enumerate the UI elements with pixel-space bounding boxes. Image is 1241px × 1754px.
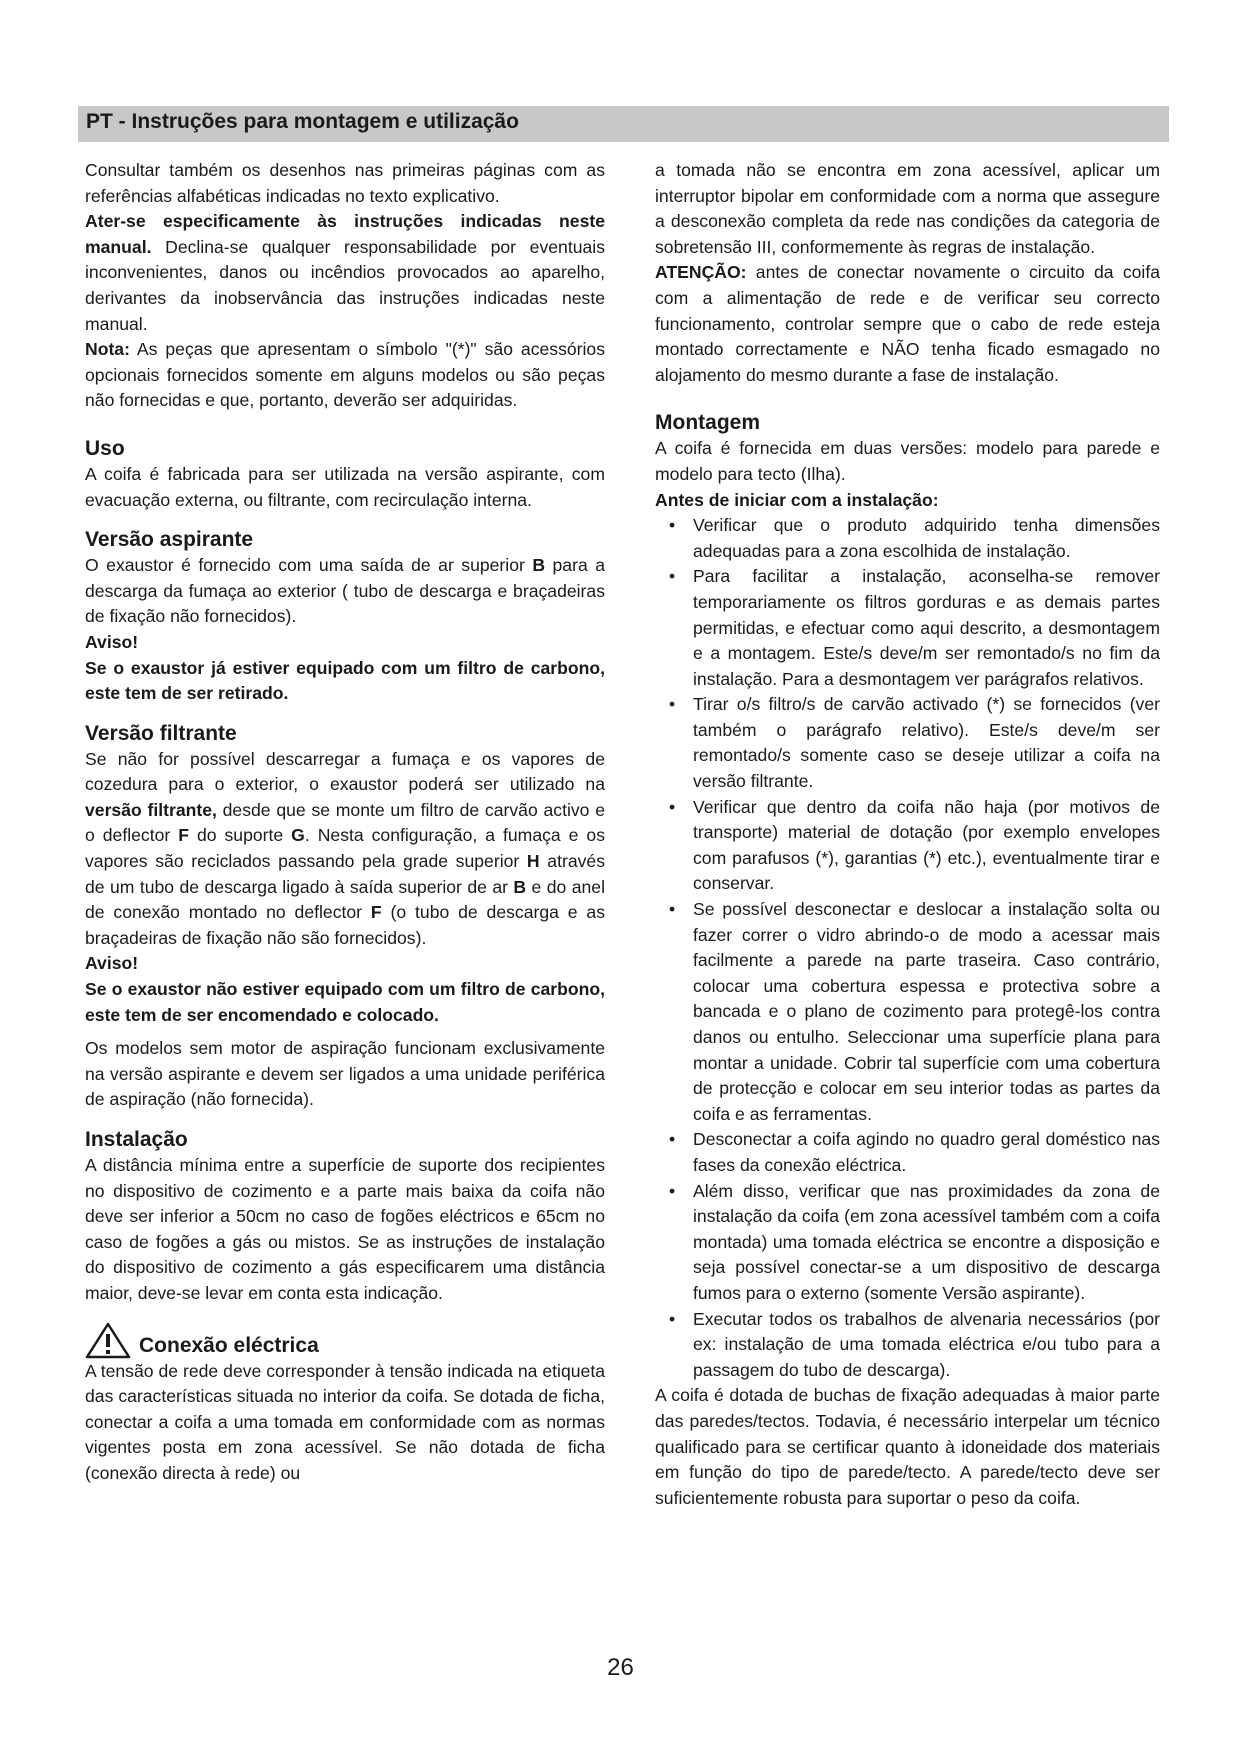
intro-bold: Ater-se especificamente às instruções indicadas neste manual.: [85, 211, 605, 257]
aviso-text-1: Se o exaustor já estiver equipado com um filtro de carbono, este tem de ser retirado.: [85, 657, 605, 704]
filtrante-text-6: e do anel de conexão montado no deflector: [85, 876, 605, 923]
list-item: [655, 1307, 1160, 1384]
ref-b-2: B: [513, 876, 527, 897]
atencao-paragraph: [655, 260, 1160, 388]
list-item: [655, 1127, 1160, 1178]
bullet-icon: •: [669, 1129, 676, 1150]
warning-icon: [85, 1321, 131, 1359]
filtrante-text-7: (o tubo de descarga e as braçadeiras de fixação não são fornecidos).: [85, 902, 606, 948]
list-item-text: Tirar o/s filtro/s de carvão activado (*) se fornecidos (ver também o parágrafo relativo). Este/s deve/m ser remontado/s somente caso se deseje utilizar a coifa na versão filtrante.: [693, 694, 1160, 792]
filtrante-text-3: do suporte: [188, 825, 292, 846]
bullet-icon: •: [669, 566, 676, 587]
conexao-heading: Conexão eléctrica: [139, 1333, 319, 1357]
list-item: [655, 795, 1160, 897]
ref-f: F: [178, 825, 189, 846]
aspirante-text-2: para a descarga da fumaça ao exterior ( tubo de descarga e braçadeiras de fixação não fornecidos).: [85, 555, 605, 627]
list-item-text: Desconectar a coifa agindo no quadro geral doméstico nas fases da conexão eléctrica.: [693, 1129, 1160, 1175]
bullet-icon: •: [669, 899, 676, 920]
filtrante-paragraph: [85, 747, 605, 952]
montagem-heading: Montagem: [655, 411, 760, 435]
filtrante-text-2: desde que se monte um filtro de carvão activo e o deflector: [85, 799, 605, 846]
left-column: [85, 158, 605, 1487]
atencao-text: antes de conectar novamente o circuito da coifa com a alimentação de rede e de verificar seu correcto funcionamento, controlar sempre que o cabo de rede esteja montado correctamente e NÃO tenha ficado esmagado no alojamento do mesmo durante a fase de instalação.: [655, 262, 1160, 385]
list-item-text: Se possível desconectar e deslocar a instalação solta ou fazer correr o vidro abrindo-o de modo a acessar mais facilmente a parede na parte traseira. Caso contrário, colocar uma cobertura espessa e protectiva sobre a bancada e o plano de cozimento para protegê-los contra danos ou entulho. Seleccionar uma superfície plana para montar a unidade. Cobrir tal superfície com uma cobertura de protecção e colocar em seu interior todas as partes da coifa e as ferramentas.: [693, 899, 1160, 1124]
ref-b: B: [532, 555, 546, 576]
aspirante-heading: Versão aspirante: [85, 528, 254, 552]
aspirante-paragraph: [85, 553, 605, 630]
uso-heading: Uso: [85, 436, 125, 460]
bullet-icon: •: [669, 515, 676, 536]
list-item-text: Além disso, verificar que nas proximidades da zona de instalação da coifa (em zona acessível também com a coifa montada) uma tomada eléctrica se encontre a disposição e seja possível conectar-se a um dispositivo de descarga fumos para o externo (somente Versão aspirante).: [693, 1180, 1160, 1303]
nota-label: Nota:: [85, 339, 130, 360]
right-column: [655, 158, 1160, 1511]
list-item-text: Para facilitar a instalação, aconselha-se remover temporariamente os filtros gorduras e as demais partes permitidas, e efectuar como aqui descrito, a desmontagem e a montagem. Este/s deve/m ser remontado/s no fim da instalação. Para a desmontagem ver parágrafos relativos.: [693, 566, 1160, 689]
intro-text: Consultar também os desenhos nas primeiras páginas com as referências alfabéticas indicadas no texto explicativo.: [85, 160, 605, 206]
intro-rest: Declina-se qualquer responsabilidade por eventuais inconvenientes, danos ou incêndios provocados ao aparelho, derivantes da inobservância das instruções indicadas neste manual.: [85, 236, 605, 334]
uso-paragraph: A coifa é fabricada para ser utilizada na versão aspirante, com evacuação externa, ou filtrante, com recirculação interna.: [85, 463, 605, 510]
aviso-label-1: Aviso!: [85, 631, 139, 652]
nota-text: As peças que apresentam o símbolo "(*)" são acessórios opcionais fornecidos somente em alguns modelos ou são peças não fornecidas e que, portanto, deverão ser adquiridas.: [85, 339, 605, 411]
list-item-text: Executar todos os trabalhos de alvenaria necessários (por ex: instalação de uma tomada eléctrica e/ou tubo para a passagem do tubo de descarga).: [693, 1308, 1160, 1380]
ref-h: H: [526, 851, 540, 872]
filtrante-text-5: através de um tubo de descarga ligado à saída superior de ar: [85, 851, 605, 897]
list-item-text: Verificar que o produto adquirido tenha dimensões adequadas para a zona escolhida de instalação.: [693, 515, 1160, 561]
filtrante-heading: Versão filtrante: [85, 721, 237, 745]
antes-label: Antes de iniciar com a instalação:: [655, 489, 939, 510]
list-item: [655, 513, 1160, 564]
final-paragraph: A coifa é dotada de buchas de fixação adequadas à maior parte das paredes/tectos. Todavia, é necessário interpelar um técnico qualificado para se certificar quanto à idoneidade dos materiais em função do tipo de parede/tecto. A parede/tecto deve ser suficientemente robusta para suportar o peso da coifa.: [655, 1385, 1160, 1508]
nota-paragraph: [85, 337, 605, 414]
conexao-heading-row: [85, 1321, 605, 1359]
bullet-icon: •: [669, 796, 676, 817]
list-item-text: Verificar que dentro da coifa não haja (por motivos de transporte) material de dotação (por exemplo envelopes com parafusos (*), garantias (*) etc.), eventualmente tirar e conservar.: [693, 796, 1160, 894]
page-number: 26: [607, 1654, 634, 1681]
list-item: [655, 897, 1160, 1127]
section-header: [78, 106, 1169, 142]
filtrante-bold: versão filtrante,: [85, 799, 217, 820]
list-item: [655, 1179, 1160, 1307]
bullet-icon: •: [669, 1180, 676, 1201]
instalacao-paragraph: A distância mínima entre a superfície de suporte dos recipientes no dispositivo de cozimento e a parte mais baixa da coifa não deve ser inferior a 50cm no caso de fogões eléctricos e 65cm no caso de fogões a gás ou mistos. Se as instruções de instalação do dispositivo de cozimento a gás especificarem uma distância maior, deve-se levar em conta esta indicação.: [85, 1155, 605, 1303]
list-item: [655, 692, 1160, 794]
aviso-text-2: Se o exaustor não estiver equipado com um filtro de carbono, este tem de ser encomendado e colocado.: [85, 979, 605, 1025]
intro-paragraph: [85, 158, 605, 337]
montagem-paragraph: A coifa é fornecida em duas versões: modelo para parede e modelo para tecto (Ilha).: [655, 438, 1160, 484]
aspirante-text-1: O exaustor é fornecido com uma saída de ar superior: [85, 555, 533, 576]
instalacao-heading: Instalação: [85, 1128, 188, 1151]
filtrante-text-1: Se não for possível descarregar a fumaça e os vapores de cozedura para o exterior, o exaustor poderá ser utilizado na: [85, 748, 605, 795]
bullet-icon: •: [669, 694, 676, 715]
aviso-label-2: Aviso!: [85, 953, 139, 974]
conexao-paragraph: A tensão de rede deve corresponder à tensão indicada na etiqueta das características situada no interior da coifa. Se dotada de ficha, conectar a coifa a uma tomada em conformidade com as normas vigentes posta em zona acessível. Se não dotada de ficha (conexão directa à rede) ou: [85, 1360, 605, 1483]
modelos-paragraph: Os modelos sem motor de aspiração funcionam exclusivamente na versão aspirante e devem ser ligados a uma unidade periférica de aspiração (não fornecida).: [85, 1038, 605, 1110]
ref-g: G: [291, 825, 305, 846]
filtrante-text-4: . Nesta configuração, a fumaça e os vapores são reciclados passando pela grade superior: [85, 825, 606, 872]
page-title: PT - Instruções para montagem e utilização: [86, 110, 519, 133]
cont-paragraph: a tomada não se encontra em zona acessível, aplicar um interruptor bipolar em conformidade com a norma que assegure a desconexão completa da rede nas condições da categoria de sobretensão III, conformemente às regras de instalação.: [655, 160, 1160, 257]
list-item: [655, 564, 1160, 692]
ref-f-2: F: [370, 902, 382, 923]
atencao-label: ATENÇÃO:: [655, 262, 747, 283]
preparation-list: [655, 513, 1160, 1383]
bullet-icon: •: [669, 1308, 676, 1329]
